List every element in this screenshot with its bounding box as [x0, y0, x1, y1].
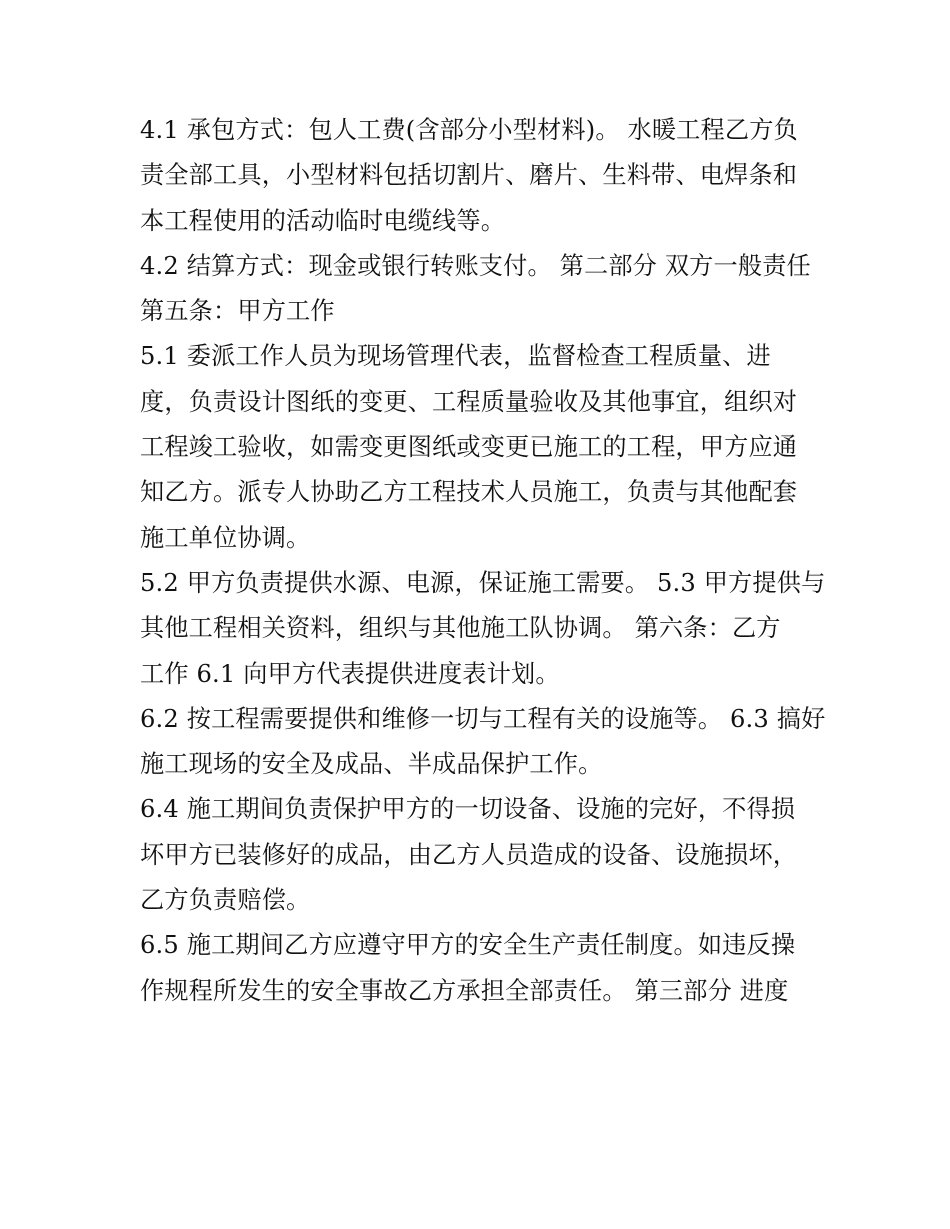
text-line: 6.5 施工期间乙方应遵守甲方的安全生产责任制度。如违反操 — [140, 931, 796, 960]
text-line: 其他工程相关资料，组织与其他施工队协调。 第六条：乙方 — [140, 614, 781, 643]
text-line: 本工程使用的活动临时电缆线等。 — [140, 206, 506, 235]
text-line: 5.1 委派工作人员为现场管理代表，监督检查工程质量、进 — [140, 342, 771, 371]
text-line: 工作 6.1 向甲方代表提供进度表计划。 — [140, 659, 560, 688]
text-line: 5.2 甲方负责提供水源、电源，保证施工需要。 5.3 甲方提供与 — [140, 568, 826, 597]
text-line: 6.4 施工期间负责保护甲方的一切设备、设施的完好，不得损 — [140, 795, 796, 824]
text-line: 6.2 按工程需要提供和维修一切与工程有关的设施等。 6.3 搞好 — [140, 704, 826, 733]
text-line: 第五条：甲方工作 — [140, 297, 335, 326]
text-line: 度，负责设计图纸的变更、工程质量验收及其他事宜，组织对 — [140, 387, 798, 416]
text-line: 责全部工具，小型材料包括切割片、磨片、生料带、电焊条和 — [140, 161, 798, 190]
text-line: 作规程所发生的安全事故乙方承担全部责任。 第三部分 进度 — [140, 976, 789, 1005]
text-line: 乙方负责赔偿。 — [140, 886, 311, 915]
text-line: 4.2 结算方式：现金或银行转账支付。 第二部分 双方一般责任 — [140, 251, 811, 280]
contract-text — [140, 108, 830, 1014]
text-line: 知乙方。派专人协助乙方工程技术人员施工，负责与其他配套 — [140, 478, 798, 507]
text-line: 4.1 承包方式：包人工费(含部分小型材料)。 水暖工程乙方负 — [140, 116, 798, 144]
text-line: 坏甲方已装修好的成品，由乙方人员造成的设备、设施损坏， — [140, 840, 798, 869]
text-line: 施工现场的安全及成品、半成品保护工作。 — [140, 750, 603, 779]
text-line: 施工单位协调。 — [140, 523, 311, 552]
text-line: 工程竣工验收，如需变更图纸或变更已施工的工程，甲方应通 — [140, 433, 798, 462]
